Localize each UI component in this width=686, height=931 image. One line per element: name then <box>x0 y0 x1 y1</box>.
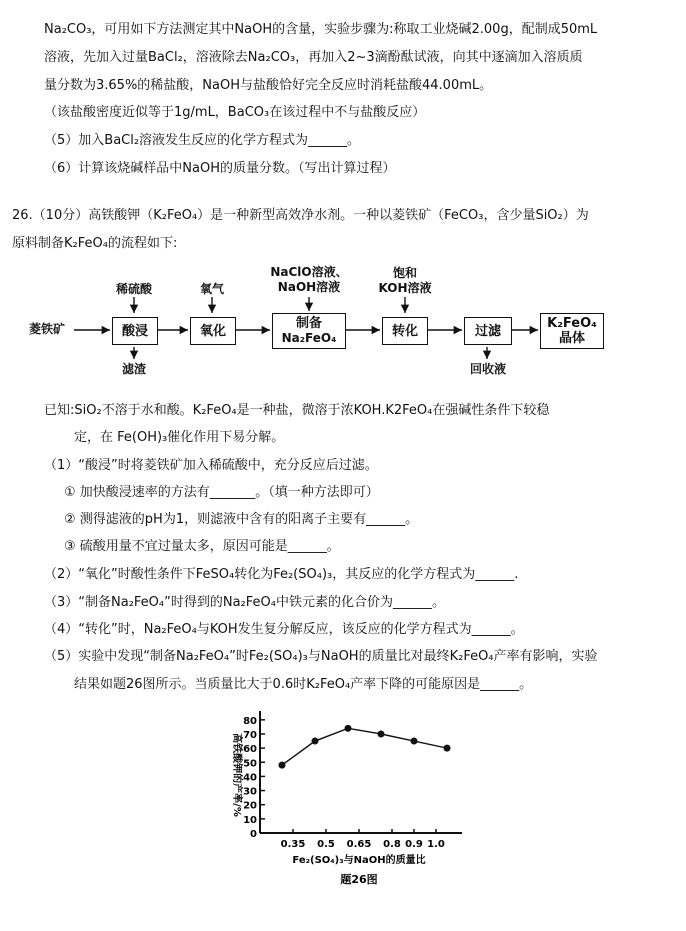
x-axis-label: Fe₂(SO₄)₃与NaOH的质量比 <box>292 855 426 866</box>
x-tick-label: 0.9 <box>405 839 423 850</box>
chart-title: 题26图 <box>340 873 378 886</box>
flow-input-koh: KOH溶液 <box>378 281 432 295</box>
x-tick-label: 0.35 <box>280 839 306 850</box>
flow-step-oxidation: 氧化 <box>190 317 236 345</box>
question-26-4: （4）“转化”时，Na₂FeO₄与KOH发生复分解反应，该反应的化学方程式为______。 <box>44 622 524 637</box>
flow-output-residue: 滤渣 <box>121 362 146 376</box>
data-point <box>345 725 352 732</box>
flow-product-formula: K₂FeO₄ <box>547 316 597 331</box>
question-25-6: （6）计算该烧碱样品中NaOH的质量分数。（写出计算过程） <box>44 161 396 176</box>
data-point <box>378 730 385 737</box>
question-26-1-c: ③ 硫酸用量不宜过量太多，原因可能是______。 <box>64 539 340 554</box>
flow-input-sulfuric-acid: 稀硫酸 <box>115 282 152 296</box>
y-tick-label: 70 <box>243 729 257 741</box>
question-26-head-1: 26.（10分）高铁酸钾（K₂FeO₄）是一种新型高效净水剂。一种以菱铁矿（FeCO₃，含少量SiO₂）为 <box>12 208 589 223</box>
flow-step-filtration: 过滤 <box>464 317 512 345</box>
series-line <box>282 728 447 765</box>
flow-input-saturated: 饱和 <box>392 266 417 280</box>
flow-product-label: 晶体 <box>558 331 585 346</box>
question-25-5: （5）加入BaCl₂溶液发生反应的化学方程式为______。 <box>44 133 361 148</box>
y-tick-label: 80 <box>243 715 257 727</box>
flow-input-oxygen: 氧气 <box>199 282 224 296</box>
flow-step-acid-leach: 酸浸 <box>112 317 158 345</box>
known-line-2: 定，在 Fe(OH)₃催化作用下易分解。 <box>74 430 285 445</box>
question-26-1-b: ② 测得滤液的pH为1，则滤液中含有的阳离子主要有______。 <box>64 512 419 527</box>
flow-diagram <box>0 255 686 385</box>
y-tick-label: 20 <box>243 800 257 812</box>
flow-step-prepare-formula: Na₂FeO₄ <box>281 331 337 345</box>
data-point <box>444 745 451 752</box>
question-26-1-a: ① 加快酸浸速率的方法有_______。（填一种方法即可） <box>64 485 379 500</box>
y-tick-label: 30 <box>243 786 257 798</box>
yield-chart <box>208 707 508 897</box>
flow-input-naoh: NaOH溶液 <box>277 280 341 294</box>
y-tick-label: 60 <box>243 744 257 756</box>
x-tick-label: 0.8 <box>383 839 401 850</box>
known-line-1: 已知:SiO₂不溶于水和酸。K₂FeO₄是一种盐，微溶于浓KOH.K2FeO₄在强碱性条件下较稳 <box>44 403 550 418</box>
flow-step-prepare-label: 制备 <box>295 316 322 331</box>
x-tick-label: 0.5 <box>317 839 335 850</box>
flow-input-naclo: NaClO溶液、 <box>270 265 348 279</box>
flow-step-prepare-na2feo4 <box>272 313 346 349</box>
question-26-3: （3）“制备Na₂FeO₄”时得到的Na₂FeO₄中铁元素的化合价为______。 <box>44 595 445 610</box>
flow-step-conversion: 转化 <box>382 317 428 345</box>
intro-line-1: Na₂CO₃，可用如下方法测定其中NaOH的含量，实验步骤为:称取工业烧碱2.00g，配制成50mL <box>44 22 598 37</box>
x-tick-label: 1.0 <box>427 839 445 850</box>
question-26-2: （2）“氧化”时酸性条件下FeSO₄转化为Fe₂(SO₄)₃，其反应的化学方程式为______. <box>44 567 519 582</box>
x-tick-label: 0.65 <box>346 839 372 850</box>
y-tick-label: 0 <box>250 829 257 840</box>
question-26-head-2: 原料制备K₂FeO₄的流程如下: <box>12 236 178 251</box>
intro-line-4: （该盐酸密度近似等于1g/mL，BaCO₃在该过程中不与盐酸反应） <box>44 105 426 120</box>
y-tick-label: 40 <box>243 772 257 784</box>
question-26-1: （1）“酸浸”时将菱铁矿加入稀硫酸中，充分反应后过滤。 <box>44 458 378 473</box>
data-point <box>279 762 286 769</box>
intro-line-3: 量分数为3.65%的稀盐酸，NaOH与盐酸恰好完全反应时消耗盐酸44.00mL。 <box>44 78 493 93</box>
flow-start-label: 菱铁矿 <box>28 322 65 336</box>
question-26-5-a: （5）实验中发现“制备Na₂FeO₄”时Fe₂(SO₄)₃与NaOH的质量比对最终K₂FeO₄产率有影响，实验 <box>44 649 598 664</box>
y-tick-label: 50 <box>243 758 257 770</box>
y-tick-label: 10 <box>243 814 257 826</box>
flow-output-recycle: 回收液 <box>469 362 506 376</box>
intro-line-2: 溶液，先加入过量BaCl₂，溶液除去Na₂CO₃，再加入2~3滴酚酞试液，向其中逐滴加入溶质质 <box>44 50 583 65</box>
data-point <box>312 738 319 745</box>
question-26-5-b: 结果如题26图所示。当质量比大于0.6时K₂FeO₄产率下降的可能原因是______。 <box>74 677 533 692</box>
data-point <box>411 738 418 745</box>
flow-step-product <box>540 313 604 349</box>
y-axis-label: 高铁酸钾的产率/% <box>231 733 242 817</box>
